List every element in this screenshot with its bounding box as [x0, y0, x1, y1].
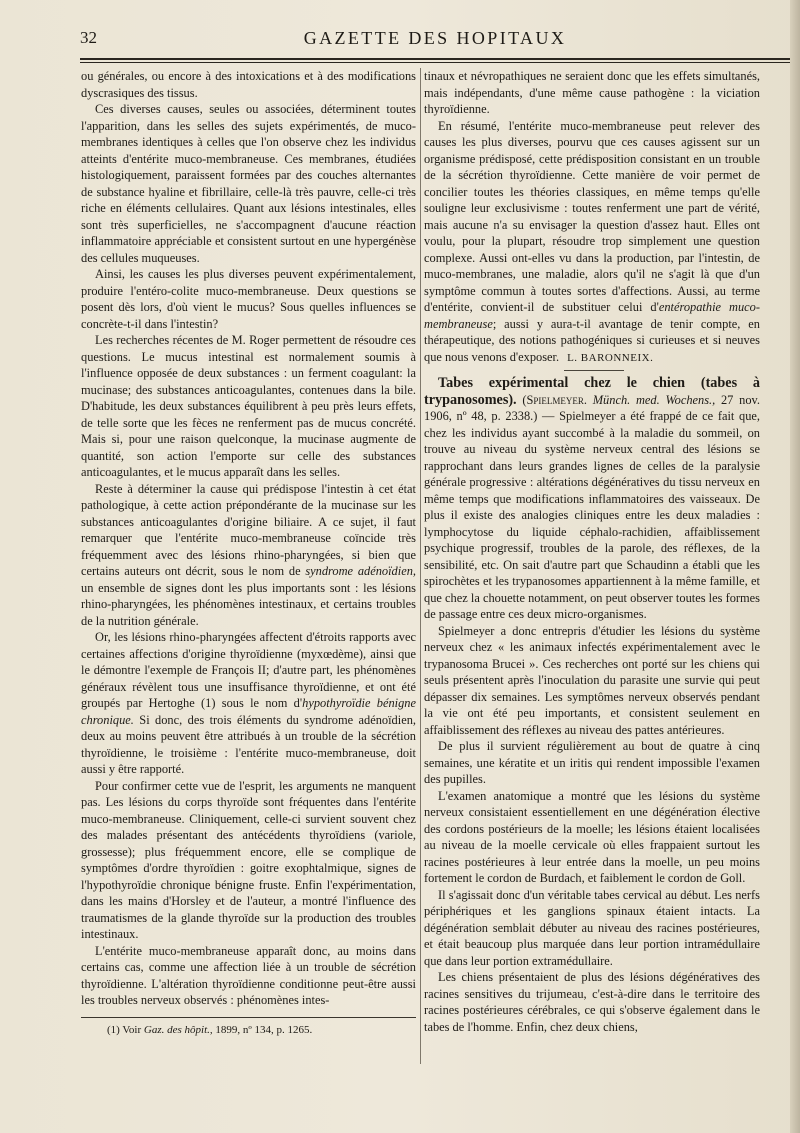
footnote	[81, 1023, 416, 1037]
citation-journal: Münch. med. Wochens.,	[592, 392, 716, 407]
left-paragraph: L'entérite muco-membraneuse apparaît donc, au moins dans certains cas, comme une affection liée à un trouble de sécrétion thyroïdienne. L'altération thyroïdienne conditionne peut-être aussi les troubles nerveux observés : phénomènes intes-	[81, 943, 416, 1007]
left-paragraph	[81, 481, 416, 630]
right-paragraph	[424, 118, 760, 367]
italic-term: hypothyroïdie bénigne chronique.	[81, 696, 417, 727]
text-run: 27 nov. 1906, nº 48, p. 2338.) — Spielmeyer a été frappé de ce fait que, chez les individus ayant succombé à la maladie du sommeil, on trouve au niveau du système nerveux central des lésions se rapprochant dans leurs grandes lignes de celles de la paralysie générale progressive : altérations dégénératives du tissu nerveux en même temps que modifications inflammatoires des vaisseaux. De plus il existe des analogies cliniques entre les deux maladies : lymphocytose du liquide céphalo-rachidien, affaiblissement psychique progressif, troubles de la parole, des réflexes, de la sensibilité, etc. On sait d'autre part que Schaudinn a établi que les spirochètes et les trypanosomes appartiennent à la même famille, et que chez la chouette notamment, on peut observer toutes les formes de passage entre ces deux micro-organismes.	[424, 392, 760, 621]
header-rule-thin	[80, 62, 790, 63]
header-rule-thick	[80, 58, 790, 60]
italic-term: Gaz. des hôpit.,	[143, 1023, 213, 1036]
right-paragraph: Les chiens présentaient de plus des lésions dégénératives des racines sensitives du trijumeau, c'est-à-dire dans le territoire des racines postérieures cérébrales, ce qui s'observe également dans le tabes de l'homme. Enfin, chez deux chiens,	[424, 970, 760, 1034]
text-run: 1899, nº 134, p. 1265.	[212, 1023, 313, 1036]
text-run: (1) Voir	[107, 1023, 144, 1036]
right-paragraph: tinaux et névropathiques ne seraient donc que les effets simultanés, mais indépendants, d'une même cause pathogène : la viciation thyroïdienne.	[424, 69, 760, 116]
text-run: ; aussi y aura-t-il avantage de tenir compte, en thérapeutique, des notions pathogéniques si curieuses et si neuves que nous venons d'exposer.	[424, 316, 760, 364]
right-column	[424, 68, 760, 1035]
right-paragraph: Spielmeyer a donc entrepris d'étudier les lésions du système nerveux chez « les animaux infectés expérimentalement avec le trypanosoma Brucei ». Ces recherches ont porté sur les chiens qui seuls présentent après l'inoculation du parasite une survie qui peut dépasser dix semaines. Les symptômes nerveux observés pendant la vie ont été peu importants, et consistent seulement en affaiblissement des réflexes au niveau des pattes antérieures.	[424, 623, 760, 737]
text-run: En résumé, l'entérite muco-membraneuse peut relever des causes les plus diverses, pourvu que ces causes agissent sur un organisme prédisposé, cette prédisposition consistant en un trouble de la sécrétion thyroïdienne. Cette manière de voir permet de concilier toutes les théories classiques, en même temps qu'elle souligne leur exclusivisme : toutes renferment une part de vérité, mais aucune n'a su envisager la question d'assez haut. Elles ont voulu, pour la plupart, résoudre trop simplement une question complexe. Aussi ont-elles vu dans la production, par l'intestin, de muco-membranes, une maladie, alors qu'il ne s'agit là que d'un symptôme commun à toutes sortes d'affections. Aussi, au terme d'entérite, convient-il de substituer celui d'	[424, 118, 760, 314]
right-paragraph: De plus il survient régulièrement au bout de quatre à cinq semaines, une kératite et un iritis qui rendent impossible l'examen des pupilles.	[424, 739, 760, 786]
left-paragraph: Les recherches récentes de M. Roger permettent de résoudre ces questions. Le mucus intestinal est normalement soumis à l'influence opposée de deux substances : un ferment coagulant: la mucinase; des substances anticoagulantes, contenues dans la bile. D'habitude, les deux substances équilibrent à peu près leurs effets, de telle sorte que les fèces ne renferment pas de mucus concrété. Mais si, pour une raison quelconque, la mucinase augmente de quantité, son action l'emporte sur celle des substances anticoagulantes, et le mucus apparaît dans les selles.	[81, 333, 416, 479]
right-paragraph: Il s'agissait donc d'un véritable tabes cervical au début. Les nerfs périphériques et les ganglions spinaux étaient intacts. La dégénération semblait débuter au niveau des racines postérieures, et était beaucoup plus marquée dans leur portion intramédullaire que dans leur portion extramédullaire.	[424, 887, 760, 968]
left-paragraph: Ainsi, les causes les plus diverses peuvent expérimentalement, produire l'entéro-colite muco-membraneuse. Deux questions se posent dès lors, d'où vient le mucus? Sous quelles influences se concrète-t-il dans l'intestin?	[81, 267, 416, 331]
article-title: Tabes expérimental chez le chien (tabes à trypanosomes).	[424, 375, 760, 408]
left-paragraph	[81, 629, 416, 778]
page-edge-shadow	[790, 0, 800, 1133]
citation-author: Spielmeyer.	[526, 392, 587, 407]
journal-title: GAZETTE DES HOPITAUX	[303, 28, 567, 48]
text-run: un ensemble de signes dont les plus importants sont : les lésions rhino-pharyngées, les phénomènes intestinaux, et certains troubles de la nutrition générale.	[81, 580, 416, 628]
left-paragraph: ou générales, ou encore à des intoxications et à des modifications dyscrasiques des tissus.	[81, 69, 416, 100]
text-run: Si donc, des trois éléments du syndrome adénoïdien, deux au moins peuvent être attribués à un trouble de la sécrétion thyroïdienne, le troisième : l'entérite muco-membraneuse, doit aussi y être rapporté.	[81, 712, 416, 776]
column-divider	[420, 68, 421, 1064]
left-column	[81, 68, 416, 1037]
right-paragraph: L'examen anatomique a montré que les lésions du système nerveux consistaient essentiellement en une dégénération élective des cordons postérieurs de la moelle; les lésions étaient localisées au niveau de la moelle cervicale où elles frappaient surtout les racines postérieures à leur entrée dans la moelle, un peu moins fortement le cordon de Burdach, et faiblement le cordon de Goll.	[424, 788, 760, 885]
article-separator	[564, 370, 624, 371]
left-paragraph: Ces diverses causes, seules ou associées, déterminent toutes l'apparition, dans les selles des sujets expérimentés, de muco-membranes identiques à celles que l'on observe chez les individus atteints d'entérite muco-membraneuse. Ces membranes, étudiées histologiquement, paraissent formées par des couches alternantes de substance hyaline et fibrillaire, celle-là très pauvre, celle-ci très riche en éléments cellulaires. Quant aux lésions intestinales, elles sont très superficielles, ne s'accompagnent d'aucune réaction inflammatoire appréciable et consistent surtout en une hypergénèse des cellules muqueuses.	[81, 102, 416, 265]
page-header	[80, 26, 790, 52]
author-signature: L. BARONNEIX.	[567, 351, 654, 364]
text-run: Or, les lésions rhino-pharyngées affectent d'étroits rapports avec certaines affections d'origine thyroïdienne (myxœdème), ainsi que le démontre l'exemple de François II; d'autre part, les phénomènes généraux révèlent tous une insuffisance thyroïdienne, et ont été groupés par Hertoghe (1) sous le nom d'	[81, 630, 416, 710]
italic-term: entéropathie muco-membraneuse	[424, 300, 760, 331]
page-number: 32	[80, 28, 97, 47]
left-paragraph: Pour confirmer cette vue de l'esprit, les arguments ne manquent pas. Les lésions du corps thyroïde sont fréquentes dans l'entérite muco-membraneuse. Cliniquement, celle-ci survient souvent chez des malades présentant des antécédents thyroïdiens (variole, grossesse); plus fréquemment encore, elle se complique de symptômes d'ordre thyroïdien : goitre exophtalmique, signes de l'hypothyroïdie chronique bénigne fruste. Enfin l'expérimentation, dans les mains d'Horsley et de l'auteur, a montré l'influence des traumatismes de la glande thyroïde sur la production des troubles intestinaux.	[81, 778, 416, 941]
article-heading-paragraph: Tabes expérimental chez le chien (tabes à trypanosomes). (Spielmeyer. Münch. med. Wochens., 27 nov. 1906, nº 48, p. 2338.) — Spielmeyer a été frappé de ce fait que, chez les individus ayant succombé à la maladie du sommeil, on trouve au niveau du système nerveux central des lésions se rapprochant dans leurs grandes lignes de celles de la paralysie générale progressive : altérations dégénératives du tissu nerveux en même temps que modifications inflammatoires des vaisseaux. De plus il existe des analogies cliniques entre les deux maladies : lymphocytose du liquide céphalo-rachidien, affaiblissement psychique progressif, troubles de la parole, des réflexes, de la sensibilité, etc. On sait d'autre part que Schaudinn a établi que les spirochètes et les trypanosomes appartiennent à la même famille, et que chez la chouette notamment, on peut observer toutes les formes de passage entre ces deux micro-organismes.	[424, 375, 760, 621]
italic-term: syndrome adénoïdien,	[305, 564, 416, 578]
footnote-rule	[81, 1017, 416, 1018]
text-run: Reste à déterminer la cause qui prédispose l'intestin à cet état pathologique, à cette action prépondérante de la mucinase sur les substances anticoagulantes d'origine biliaire. A ce sujet, il faut remarquer que l'entérite muco-membraneuse coïncide très fréquemment avec des lésions rhino-pharyngées, si bien que certains auteurs ont décrit, sous le nom de	[81, 481, 416, 578]
